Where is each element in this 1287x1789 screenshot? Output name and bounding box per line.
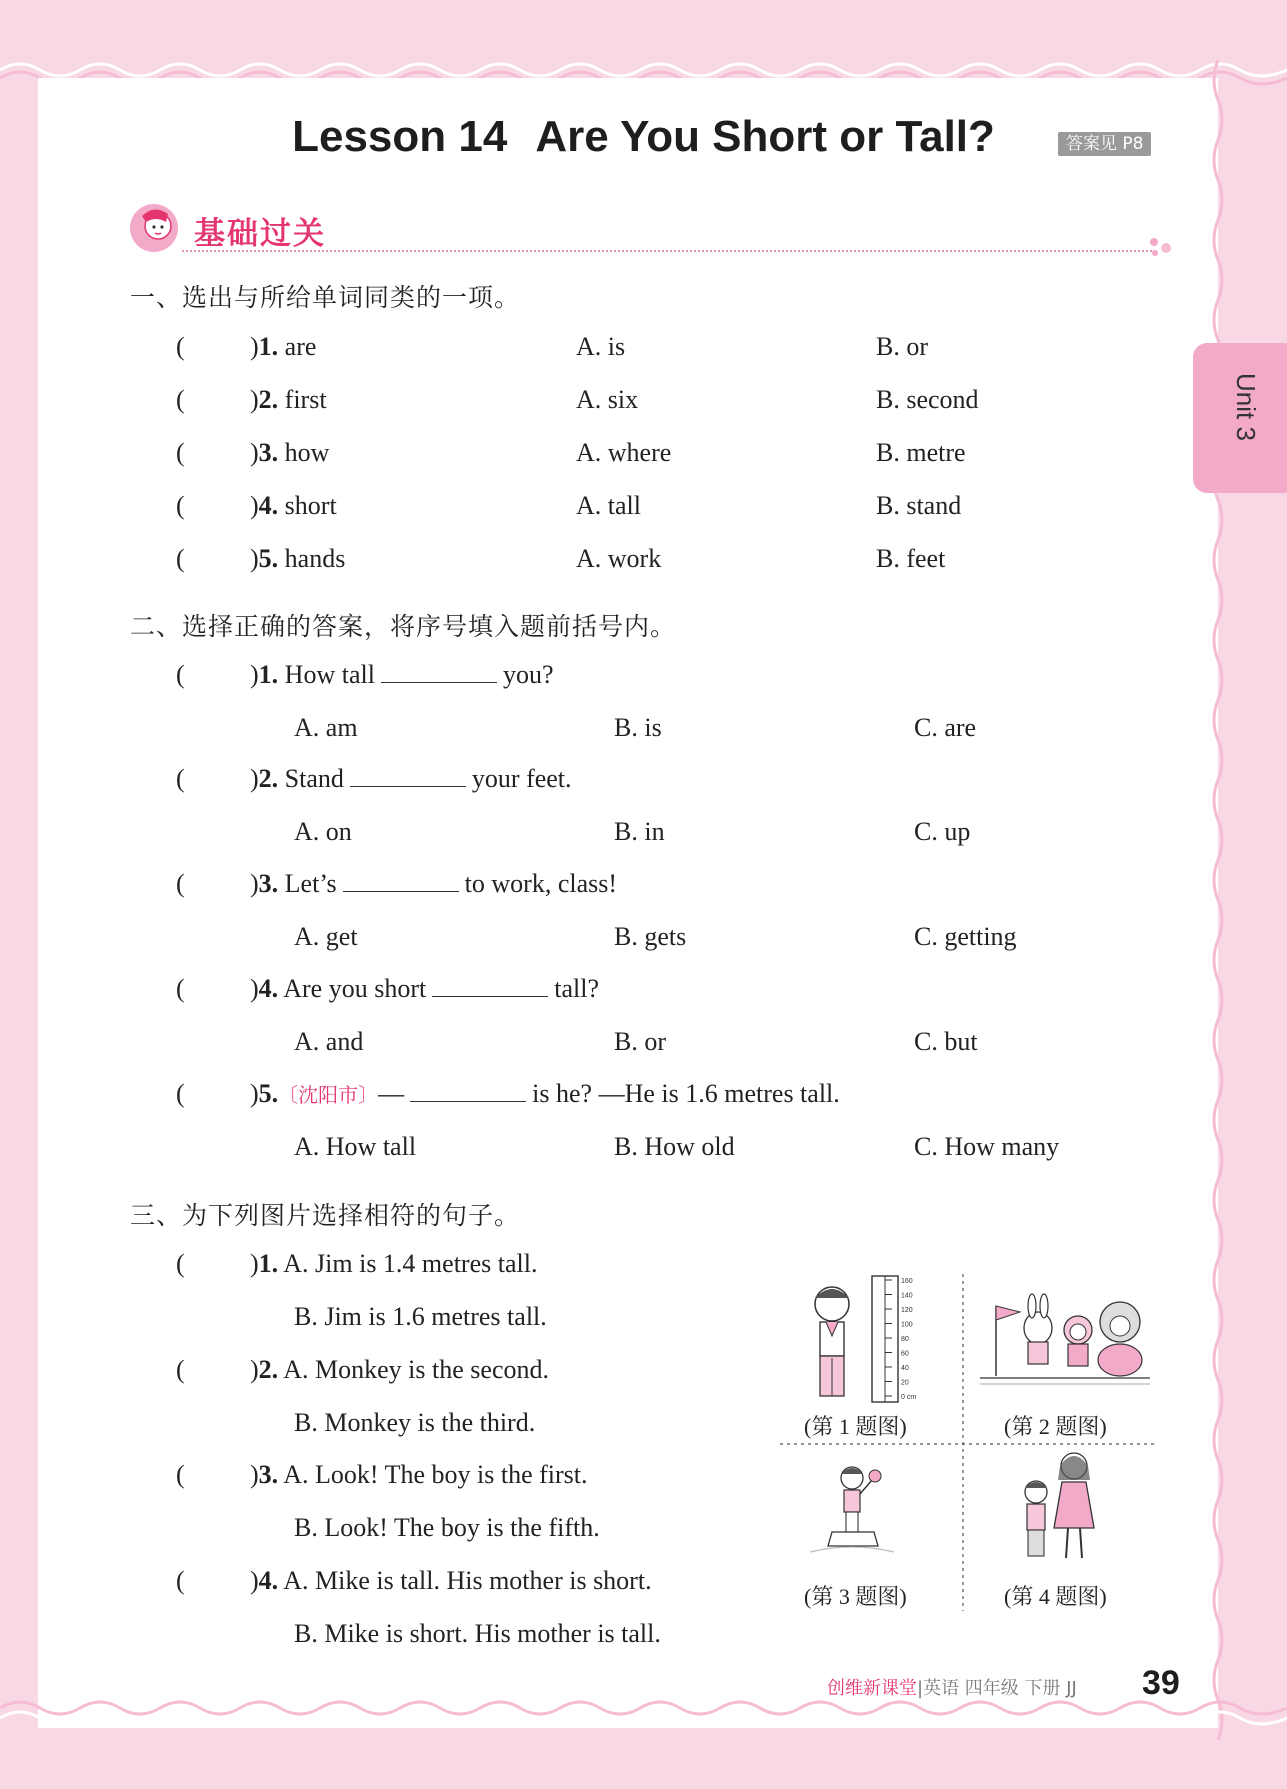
question-word: short <box>284 491 337 520</box>
question-number: 1. <box>258 1249 279 1278</box>
cartoon-girl-icon <box>128 202 180 254</box>
section-title: 基础过关 <box>194 216 326 252</box>
question-word: how <box>284 438 330 467</box>
answer-paren-close: ) <box>250 1566 259 1595</box>
answer-paren-open[interactable]: ( <box>176 1249 185 1278</box>
question-text-after: to work, class! <box>464 869 618 898</box>
option-b: B. gets <box>614 922 687 951</box>
answer-paren-close: ) <box>250 1079 259 1108</box>
ruler-tick-label: 100 <box>901 1321 913 1329</box>
question-number: 1. <box>258 332 279 361</box>
answer-paren-close: ) <box>250 869 259 898</box>
picture-caption: (第 3 题图) <box>804 1584 907 1609</box>
unit-tab-label: Unit 3 <box>1231 373 1261 441</box>
answer-paren-open[interactable]: ( <box>176 1355 185 1384</box>
answer-paren-open[interactable]: ( <box>176 544 185 573</box>
picture-grid-illustrations <box>780 1266 1158 1621</box>
option-c: C. getting <box>914 922 1017 951</box>
sentence-b: B. Jim is 1.6 metres tall. <box>294 1302 547 1331</box>
answer-paren-close: ) <box>250 974 259 1003</box>
option-b: B. in <box>614 817 665 846</box>
fill-blank[interactable] <box>343 869 459 892</box>
option-b: B. How old <box>614 1132 735 1161</box>
question-word: hands <box>284 544 346 573</box>
sentence-a: A. Monkey is the second. <box>283 1355 549 1384</box>
question-text-after: your feet. <box>471 764 572 793</box>
fill-blank[interactable] <box>410 1079 526 1102</box>
answer-paren-open[interactable]: ( <box>176 438 185 467</box>
lesson-number: Lesson 14 <box>292 112 508 161</box>
option-a: A. am <box>294 713 358 742</box>
question-number: 3. <box>258 869 279 898</box>
picture-caption: (第 4 题图) <box>1004 1584 1107 1609</box>
sentence-a: A. Jim is 1.4 metres tall. <box>283 1249 538 1278</box>
option-a: A. on <box>294 817 352 846</box>
decorative-dots-icon <box>1148 236 1174 258</box>
option-b: B. feet <box>876 544 946 573</box>
wavy-border-bottom <box>0 1690 1287 1789</box>
option-a: A. is <box>576 332 626 361</box>
ruler-tick-label: 40 <box>901 1365 909 1372</box>
question-number: 5. <box>258 544 279 573</box>
unit-tab[interactable] <box>1193 343 1287 493</box>
answer-reference-badge: 答案见 P8 <box>1058 132 1151 156</box>
lesson-title: Are You Short or Tall? <box>535 112 995 161</box>
answer-paren-open[interactable]: ( <box>176 332 185 361</box>
option-c: C. up <box>914 817 971 846</box>
answer-paren-close: ) <box>250 764 259 793</box>
option-c: C. but <box>914 1027 978 1056</box>
sentence-a: A. Look! The boy is the first. <box>283 1460 588 1489</box>
question-word: first <box>284 385 327 414</box>
sentence-b: B. Mike is short. His mother is tall. <box>294 1619 661 1648</box>
answer-paren-open[interactable]: ( <box>176 660 185 689</box>
option-b: B. metre <box>876 438 966 467</box>
fill-blank[interactable] <box>432 974 548 997</box>
wavy-border-right <box>1208 60 1232 1740</box>
answer-paren-close: ) <box>250 332 259 361</box>
option-a: A. six <box>576 385 639 414</box>
question-number: 2. <box>258 764 279 793</box>
question-text-before: Stand <box>284 764 344 793</box>
part3-heading: 三、为下列图片选择相符的句子。 <box>130 1201 521 1230</box>
ruler-tick-label: 80 <box>901 1336 909 1343</box>
picture-caption: (第 2 题图) <box>1004 1414 1107 1439</box>
answer-paren-close: ) <box>250 438 259 467</box>
answer-paren-close: ) <box>250 1460 259 1489</box>
question-text-after: tall? <box>554 974 599 1003</box>
option-b: B. is <box>614 713 662 742</box>
question-number: 3. <box>258 438 279 467</box>
section-divider <box>182 250 1152 252</box>
ruler-tick-label: 120 <box>901 1307 913 1314</box>
question-number: 1. <box>258 660 279 689</box>
ruler-tick-label: 0 cm <box>901 1394 917 1401</box>
option-c: C. are <box>914 713 977 742</box>
animal-race-picture <box>980 1294 1150 1384</box>
footer-brand-line <box>827 1674 1077 1700</box>
footer-brand: 创维新课堂 <box>827 1678 917 1699</box>
picture-caption: (第 1 题图) <box>804 1414 907 1439</box>
answer-paren-close: ) <box>250 544 259 573</box>
option-b: B. or <box>876 332 928 361</box>
sentence-a: A. Mike is tall. His mother is short. <box>283 1566 652 1595</box>
question-text-before: Let’s <box>284 869 337 898</box>
source-tag: 〔沈阳市〕 <box>278 1083 379 1107</box>
ruler-tick-label: 160 <box>901 1278 913 1285</box>
answer-paren-close: ) <box>250 660 259 689</box>
answer-paren-open[interactable]: ( <box>176 1566 185 1595</box>
question-number: 5. <box>258 1079 279 1108</box>
question-text-before: Are you short <box>283 974 427 1003</box>
picture-grid <box>780 1266 1158 1621</box>
option-a: A. and <box>294 1027 364 1056</box>
option-a: A. tall <box>576 491 641 520</box>
option-b: B. stand <box>876 491 962 520</box>
answer-paren-close: ) <box>250 491 259 520</box>
sentence-b: B. Look! The boy is the fifth. <box>294 1513 600 1542</box>
option-a: A. How tall <box>294 1132 417 1161</box>
answer-paren-close: ) <box>250 1355 259 1384</box>
footer-separator: | <box>917 1678 924 1699</box>
answer-paren-open[interactable]: ( <box>176 1079 185 1108</box>
question-number: 3. <box>258 1460 279 1489</box>
option-c: C. How many <box>914 1132 1060 1161</box>
question-number: 4. <box>258 491 279 520</box>
answer-paren-open[interactable]: ( <box>176 491 185 520</box>
ruler-tick-label: 140 <box>901 1292 913 1300</box>
answer-paren-close: ) <box>250 385 259 414</box>
fill-blank[interactable] <box>350 764 466 787</box>
question-text-before: — <box>378 1079 405 1108</box>
question-number: 2. <box>258 385 279 414</box>
answer-paren-open[interactable]: ( <box>176 1460 185 1489</box>
boy-on-podium-picture <box>810 1467 894 1552</box>
ruler-tick-label: 20 <box>901 1379 909 1387</box>
option-a: A. work <box>576 544 662 573</box>
page-number: 39 <box>1142 1664 1180 1702</box>
answer-paren-open[interactable]: ( <box>176 974 185 1003</box>
mike-and-mother-picture <box>1025 1453 1094 1558</box>
answer-paren-open[interactable]: ( <box>176 385 185 414</box>
part1-heading: 一、选出与所给单词同类的一项。 <box>130 283 521 312</box>
question-text-after: you? <box>502 660 554 689</box>
question-number: 2. <box>258 1355 279 1384</box>
question-text-before: How tall <box>284 660 375 689</box>
question-word: are <box>284 332 317 361</box>
question-number: 4. <box>258 1566 279 1595</box>
footer-book-info: 英语 四年级 下册 JJ <box>923 1678 1077 1699</box>
part2-heading: 二、选择正确的答案，将序号填入题前括号内。 <box>130 612 677 641</box>
answer-paren-close: ) <box>250 1249 259 1278</box>
option-a: A. where <box>576 438 672 467</box>
sentence-b: B. Monkey is the third. <box>294 1408 536 1437</box>
answer-paren-open[interactable]: ( <box>176 869 185 898</box>
fill-blank[interactable] <box>381 660 497 683</box>
option-b: B. or <box>614 1027 666 1056</box>
answer-paren-open[interactable]: ( <box>176 764 185 793</box>
option-b: B. second <box>876 385 979 414</box>
question-number: 4. <box>258 974 279 1003</box>
question-text-after: is he? —He is 1.6 metres tall. <box>532 1079 840 1108</box>
ruler-tick-label: 60 <box>901 1350 909 1358</box>
option-a: A. get <box>294 922 358 951</box>
